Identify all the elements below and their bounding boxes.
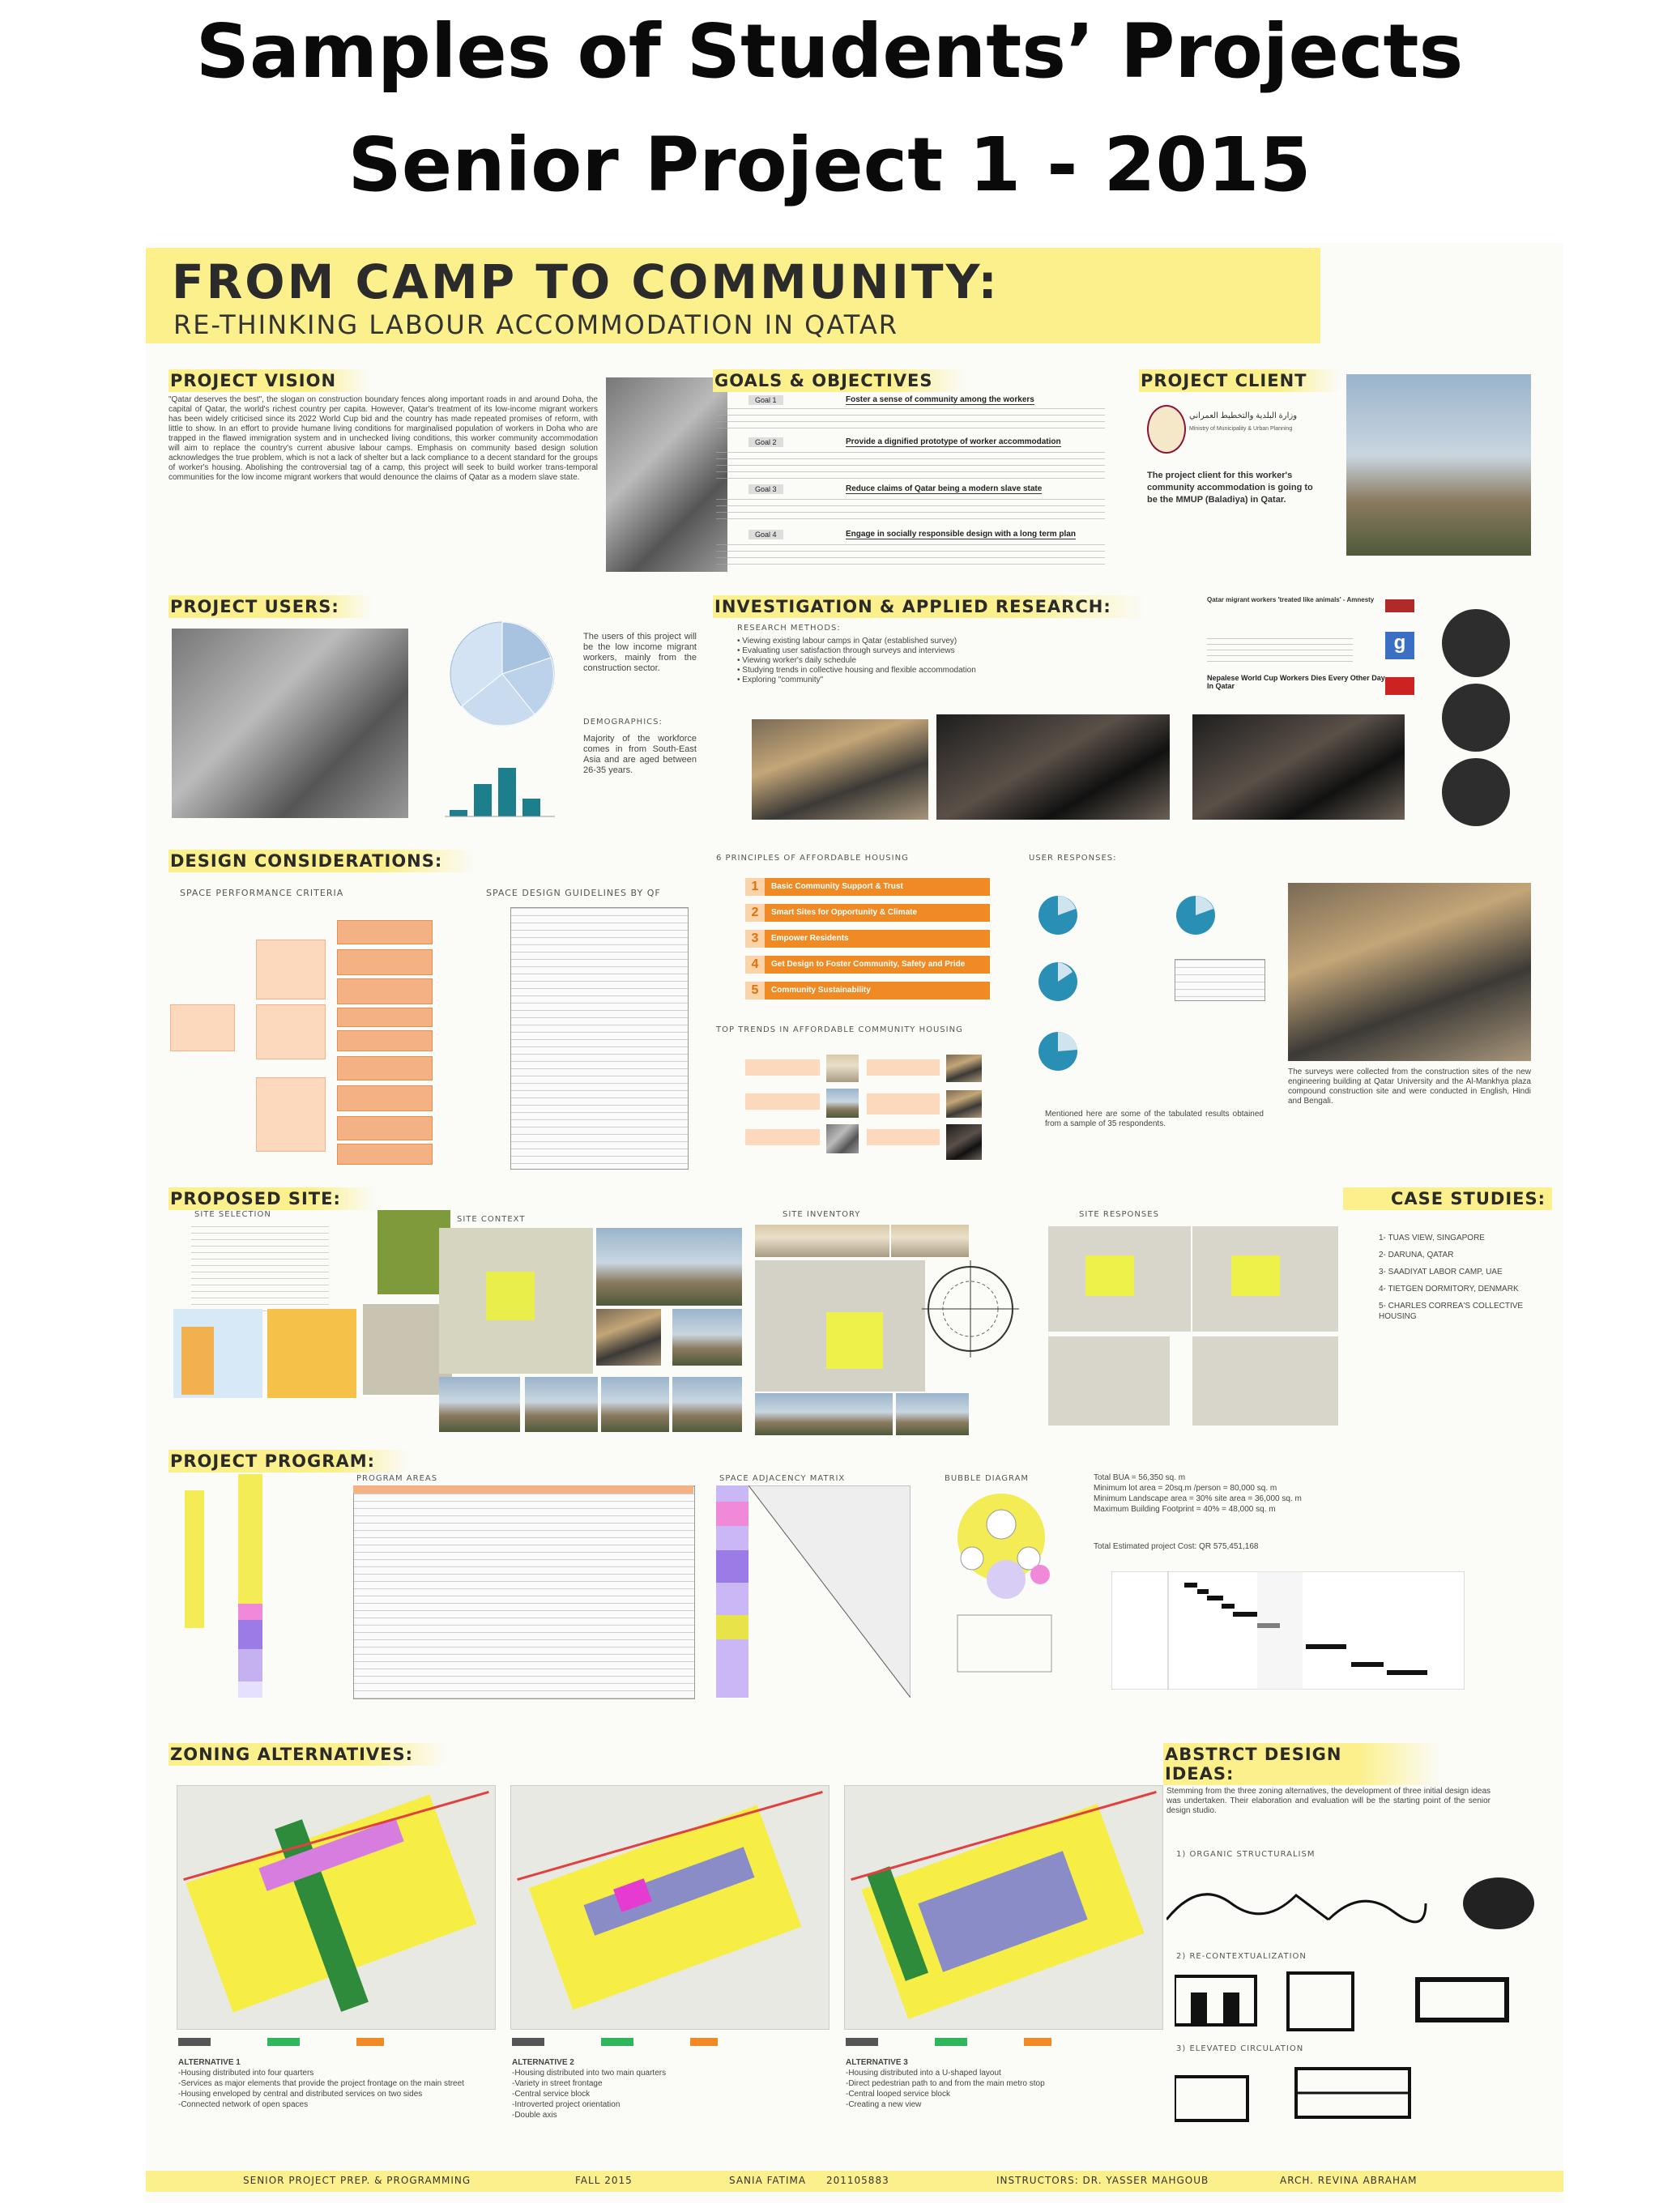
site-selection-notes bbox=[191, 1226, 329, 1315]
goal-detail-lines bbox=[716, 499, 1105, 523]
criteria-label: SPACE PERFORMANCE CRITERIA bbox=[180, 888, 344, 898]
zoning-alt2-notes bbox=[512, 2057, 820, 2120]
abstract-idea-label: 3) ELEVATED CIRCULATION bbox=[1176, 2044, 1304, 2053]
research-bubble bbox=[1442, 684, 1510, 752]
zoning-alt1-notes bbox=[178, 2057, 486, 2110]
goal-tag: Goal 3 bbox=[748, 484, 783, 494]
program-bar bbox=[238, 1474, 262, 1604]
principles-label: 6 PRINCIPLES OF AFFORDABLE HOUSING bbox=[716, 854, 909, 863]
site-inventory-label: SITE INVENTORY bbox=[783, 1210, 861, 1219]
zoning-note: -Central looped service block bbox=[846, 2090, 950, 2099]
site-context-photo bbox=[596, 1309, 661, 1366]
users-text: The users of this project will be the low income migrant workers, mainly from the construction sector. bbox=[583, 632, 697, 673]
principle-item: 5 Community Sustainability bbox=[745, 982, 990, 999]
program-gantt-chart bbox=[1111, 1571, 1465, 1690]
zoning-plan-alt3 bbox=[844, 1785, 1163, 2030]
criteria-leaf bbox=[337, 1056, 433, 1080]
trend-tag bbox=[745, 1059, 820, 1076]
site-response-plot bbox=[1231, 1255, 1280, 1296]
goal-text: Foster a sense of community among the workers bbox=[846, 395, 1034, 404]
criteria-box bbox=[256, 1004, 326, 1059]
news-headline: Nepalese World Cup Workers Dies Every Other Day In Qatar bbox=[1207, 674, 1385, 690]
trend-photo bbox=[826, 1089, 859, 1118]
responses-table bbox=[1175, 959, 1265, 1001]
program-stat: Maximum Building Footprint = 40% = 48,000 sq. m bbox=[1094, 1505, 1276, 1514]
program-stat: Minimum lot area = 20sq.m /person = 80,000 sq. m bbox=[1094, 1484, 1277, 1493]
program-bar-small bbox=[185, 1490, 204, 1628]
zoning-note: -Housing distributed into two main quarters bbox=[512, 2069, 667, 2078]
case-studies-list bbox=[1379, 1233, 1525, 1322]
principle-number: 1 bbox=[745, 878, 765, 896]
zoning-alt-title: ALTERNATIVE 2 bbox=[512, 2058, 574, 2067]
program-table-header bbox=[353, 1485, 693, 1494]
criteria-leaf bbox=[337, 1085, 433, 1111]
zoning-note: -Housing enveloped by central and distributed services on two sides bbox=[178, 2090, 423, 2099]
site-context-photo bbox=[601, 1377, 669, 1432]
client-photo-workers bbox=[1346, 374, 1531, 556]
site-inventory-photo bbox=[891, 1225, 969, 1257]
survey-text: The surveys were collected from the construction sites of the new engineering building at Qatar University and the Al-Mankhya plaza compound construction site and were conducted in English, Hindi and Bengali. bbox=[1288, 1068, 1531, 1106]
footer-term: FALL 2015 bbox=[575, 2175, 633, 2186]
zoning-note: -Double axis bbox=[512, 2111, 557, 2120]
responses-pie-charts bbox=[1037, 891, 1158, 1102]
section-case-studies: CASE STUDIES: bbox=[1343, 1187, 1552, 1210]
program-areas-label: PROGRAM AREAS bbox=[356, 1474, 438, 1483]
zoning-alt3-notes bbox=[846, 2057, 1154, 2110]
news-snippet bbox=[1207, 638, 1353, 663]
abstract-idea-label: 2) RE-CONTEXTUALIZATION bbox=[1176, 1952, 1307, 1961]
program-stats bbox=[1094, 1473, 1434, 1515]
site-context-photo bbox=[596, 1228, 742, 1306]
footer-course: SENIOR PROJECT PREP. & PROGRAMMING bbox=[243, 2175, 471, 2186]
case-study-item: 4- TIETGEN DORMITORY, DENMARK bbox=[1379, 1285, 1519, 1294]
legend-service-access bbox=[1024, 2038, 1051, 2046]
research-photo-room bbox=[1192, 714, 1405, 820]
program-stat: Total BUA = 56,350 sq. m bbox=[1094, 1473, 1186, 1482]
trend-photo bbox=[946, 1090, 982, 1118]
case-study-item: 2- DARUNA, QATAR bbox=[1379, 1251, 1454, 1259]
trends-label: TOP TRENDS IN AFFORDABLE COMMUNITY HOUSING bbox=[716, 1025, 963, 1034]
site-context-photo bbox=[672, 1309, 742, 1366]
poster-subtitle: RE-THINKING LABOUR ACCOMMODATION IN QATAR bbox=[173, 309, 898, 340]
zoning-note: -Housing distributed into four quarters bbox=[178, 2069, 314, 2078]
zoning-note: -Central service block bbox=[512, 2090, 591, 2099]
principle-number: 3 bbox=[745, 930, 765, 948]
abstract-sketch-organic bbox=[1166, 1871, 1539, 1936]
zoning-note: -Direct pedestrian path to and from the main metro stop bbox=[846, 2079, 1045, 2088]
trend-tag bbox=[867, 1093, 940, 1115]
trend-photo bbox=[946, 1124, 982, 1160]
criteria-leaf bbox=[337, 949, 433, 975]
section-project-client: PROJECT CLIENT bbox=[1139, 369, 1339, 392]
users-bar-chart bbox=[441, 745, 563, 820]
research-method-item: • Exploring "community" bbox=[737, 676, 824, 684]
site-context-label: SITE CONTEXT bbox=[457, 1215, 526, 1224]
demographics-text: Majority of the workforce comes in from South-East Asia and are aged between 26-35 years. bbox=[583, 734, 697, 775]
program-bar bbox=[238, 1649, 262, 1681]
section-zoning-alternatives: ZONING ALTERNATIVES: bbox=[168, 1743, 446, 1766]
site-inventory-plot bbox=[826, 1312, 883, 1369]
section-project-program: PROJECT PROGRAM: bbox=[168, 1450, 407, 1473]
zoning-note: -Introverted project orientation bbox=[512, 2100, 621, 2109]
goal-tag: Goal 1 bbox=[748, 395, 783, 405]
trend-photo bbox=[826, 1055, 859, 1082]
legend-pedestrian bbox=[846, 2038, 878, 2046]
poster-banner bbox=[146, 248, 1320, 343]
principle-number: 4 bbox=[745, 956, 765, 974]
goal-tag: Goal 2 bbox=[748, 437, 783, 447]
client-logo-english: Ministry of Municipality & Urban Planning bbox=[1189, 426, 1293, 432]
abstract-sketch-elevated bbox=[1175, 2061, 1418, 2125]
abstract-intro: Stemming from the three zoning alternatives, the development of three initial design ideas was undertaken. Their elaboration and evaluation will be the starting point of the senior design studio. bbox=[1166, 1787, 1491, 1815]
section-proposed-site: PROPOSED SITE: bbox=[168, 1187, 373, 1210]
research-method-item: • Studying trends in collective housing and flexible accommodation bbox=[737, 666, 976, 675]
client-text: The project client for this worker's community accommodation is going to be the MMUP (Baladiya) in Qatar. bbox=[1147, 471, 1313, 505]
guidelines-table bbox=[510, 907, 689, 1170]
zoning-note: -Connected network of open spaces bbox=[178, 2100, 309, 2109]
trend-photo bbox=[946, 1055, 982, 1082]
site-inventory-photo bbox=[896, 1393, 969, 1435]
site-response-map bbox=[1048, 1336, 1170, 1426]
case-study-item: 1- TUAS VIEW, SINGAPORE bbox=[1379, 1234, 1485, 1242]
program-cost: Total Estimated project Cost: QR 575,451,168 bbox=[1094, 1542, 1259, 1551]
trend-tag bbox=[745, 1093, 820, 1110]
news-logo-red bbox=[1385, 677, 1414, 695]
goal-text: Reduce claims of Qatar being a modern slave state bbox=[846, 484, 1043, 493]
slide-title-line1: Samples of Students’ Projects bbox=[195, 8, 1464, 95]
responses-pie-chart bbox=[1175, 891, 1223, 940]
principle-item: 2 Smart Sites for Opportunity & Climate bbox=[745, 904, 990, 922]
principle-item: 1 Basic Community Support & Trust bbox=[745, 878, 990, 896]
adjacency-matrix bbox=[716, 1485, 911, 1698]
footer-id: 201105883 bbox=[826, 2175, 889, 2186]
adjacency-matrix-label: SPACE ADJACENCY MATRIX bbox=[719, 1474, 846, 1483]
principle-number: 2 bbox=[745, 904, 765, 922]
demographics-label: DEMOGRAPHICS: bbox=[583, 718, 663, 727]
criteria-root-box bbox=[170, 1004, 235, 1051]
section-investigation: INVESTIGATION & APPLIED RESEARCH: bbox=[713, 595, 1144, 618]
goal-detail-lines bbox=[716, 544, 1105, 569]
criteria-box bbox=[256, 940, 326, 999]
legend-pedestrian bbox=[178, 2038, 211, 2046]
abstract-sketch-recontext bbox=[1175, 1968, 1531, 2033]
poster-footer bbox=[146, 2171, 1563, 2192]
site-response-map bbox=[1192, 1336, 1338, 1426]
zoning-note: -Creating a new view bbox=[846, 2100, 922, 2109]
client-logo-arabic: وزارة البلدية والتخطيط العمراني bbox=[1189, 411, 1298, 420]
zoning-plan-alt1 bbox=[177, 1785, 496, 2030]
vision-text: "Qatar deserves the best", the slogan on construction boundary fences along important roads in and around Doha, the capital of Qatar, the world's richest country per capita. However, Qatar's treatment of its low-income migrant workers has been widely criticised since its 2022 World Cup bid and the country has made repeated promises of reform, with little to show. In an effort to provide humane living conditions for marginalised population of workers in Doha who are trapped in the flawed immigration system and in unchecked living conditions, this worker community accommodation will aim to replace the country's current abusive labour camps. Emphasis on community based design solution acknowledges the true problem, which is not a lack of shelter but a lack compliance to a decent standard for the groups of worker's housing. Abolishing the controversial tag of a camp, this project will seek to build worker trans-temporal communities for the low income migrant workers that would denounce the claims of Qatar as a modern slave state. bbox=[168, 395, 598, 482]
trend-tag bbox=[867, 1129, 940, 1145]
trend-tag bbox=[745, 1129, 820, 1145]
survey-photo bbox=[1288, 883, 1531, 1061]
footer-instructors: INSTRUCTORS: DR. YASSER MAHGOUB bbox=[996, 2175, 1209, 2186]
vision-photo bbox=[606, 377, 727, 572]
goal-detail-lines bbox=[716, 408, 1105, 433]
trend-tag bbox=[867, 1059, 940, 1076]
criteria-leaf bbox=[337, 1030, 433, 1051]
criteria-box bbox=[256, 1077, 326, 1152]
bubble-diagram-label: BUBBLE DIAGRAM bbox=[945, 1474, 1030, 1483]
goal-text: Provide a dignified prototype of worker accommodation bbox=[846, 437, 1061, 446]
legend-service-access bbox=[690, 2038, 718, 2046]
slide-title-line2: Senior Project 1 - 2015 bbox=[348, 121, 1311, 208]
criteria-leaf bbox=[337, 1144, 433, 1165]
client-logo bbox=[1147, 405, 1186, 454]
footer-arch: ARCH. REVINA ABRAHAM bbox=[1280, 2175, 1418, 2186]
zoning-note: -Variety in street frontage bbox=[512, 2079, 603, 2088]
goal-text: Engage in socially responsible design with a long term plan bbox=[846, 530, 1076, 539]
program-bar bbox=[238, 1620, 262, 1649]
trend-photo bbox=[826, 1124, 859, 1153]
legend-pedestrian bbox=[512, 2038, 544, 2046]
principle-item: 3 Empower Residents bbox=[745, 930, 990, 948]
responses-label: USER RESPONSES: bbox=[1029, 854, 1117, 863]
site-context-photo bbox=[525, 1377, 598, 1432]
goals-list bbox=[716, 395, 1105, 573]
case-study-item: 3- SAADIYAT LABOR CAMP, UAE bbox=[1379, 1268, 1503, 1276]
goal-tag: Goal 4 bbox=[748, 530, 783, 539]
criteria-leaf bbox=[337, 978, 433, 1004]
news-logo-red bbox=[1385, 599, 1414, 612]
site-inventory-photo bbox=[755, 1393, 893, 1435]
news-logo-blue: g bbox=[1385, 632, 1414, 659]
zoning-plan-alt2 bbox=[510, 1785, 830, 2030]
section-abstract-design-ideas: ABSTRCT DESIGN IDEAS: bbox=[1163, 1743, 1440, 1785]
bubble-diagram bbox=[945, 1485, 1066, 1680]
section-design-considerations: DESIGN CONSIDERATIONS: bbox=[168, 850, 475, 872]
zoning-note: -Services as major elements that provide the project frontage on the main street bbox=[178, 2079, 464, 2088]
section-goals: GOALS & OBJECTIVES bbox=[713, 369, 966, 392]
research-methods-list bbox=[737, 637, 1142, 685]
program-bar bbox=[238, 1681, 262, 1698]
research-label: RESEARCH METHODS: bbox=[737, 624, 841, 633]
legend-service-access bbox=[356, 2038, 384, 2046]
research-bubble bbox=[1442, 609, 1510, 677]
legend-open-space bbox=[601, 2038, 633, 2046]
section-project-vision: PROJECT VISION bbox=[168, 369, 369, 392]
program-stat: Minimum Landscape area = 30% site area = 36,000 sq. m bbox=[1094, 1494, 1302, 1503]
criteria-leaf bbox=[337, 1116, 433, 1140]
criteria-leaf bbox=[337, 920, 433, 944]
site-selection-label: SITE SELECTION bbox=[194, 1210, 271, 1219]
users-photo bbox=[172, 629, 408, 818]
site-response-plot bbox=[1085, 1255, 1134, 1296]
guidelines-label: SPACE DESIGN GUIDELINES BY QF bbox=[486, 888, 661, 898]
poster bbox=[146, 243, 1563, 2203]
site-context-photo bbox=[672, 1377, 742, 1432]
section-project-users: PROJECT USERS: bbox=[168, 595, 372, 618]
principle-number: 5 bbox=[745, 982, 765, 999]
goal-detail-lines bbox=[716, 452, 1105, 479]
footer-student: SANIA FATIMA bbox=[729, 2175, 807, 2186]
users-pie-chart bbox=[446, 617, 559, 731]
abstract-idea-label: 1) ORGANIC STRUCTURALISM bbox=[1176, 1850, 1316, 1859]
site-inventory-photo bbox=[755, 1225, 889, 1257]
poster-title: FROM CAMP TO COMMUNITY: bbox=[172, 254, 1000, 309]
site-map-doha bbox=[267, 1309, 356, 1398]
zoning-alt-title: ALTERNATIVE 3 bbox=[846, 2058, 908, 2067]
research-method-item: • Evaluating user satisfaction through surveys and interviews bbox=[737, 646, 955, 655]
research-photo-camp bbox=[752, 719, 928, 820]
site-map-qatar-region bbox=[181, 1327, 214, 1395]
case-study-item: 5- CHARLES CORREA'S COLLECTIVE HOUSING bbox=[1379, 1302, 1524, 1321]
news-headline: Qatar migrant workers 'treated like animals' - Amnesty bbox=[1207, 596, 1375, 603]
research-method-item: • Viewing existing labour camps in Qatar (established survey) bbox=[737, 637, 957, 646]
principle-item: 4 Get Design to Foster Community, Safety and Pride bbox=[745, 956, 990, 974]
research-photo-market bbox=[936, 714, 1170, 820]
research-method-item: • Viewing worker's daily schedule bbox=[737, 656, 856, 665]
criteria-leaf bbox=[337, 1008, 433, 1027]
site-responses-label: SITE RESPONSES bbox=[1079, 1210, 1159, 1219]
research-bubble bbox=[1442, 758, 1510, 826]
site-context-highlight bbox=[486, 1272, 535, 1320]
zoning-note: -Housing distributed into a U-shaped layout bbox=[846, 2069, 1001, 2078]
program-bar bbox=[238, 1604, 262, 1620]
site-context-photo bbox=[439, 1377, 520, 1432]
legend-open-space bbox=[935, 2038, 967, 2046]
responses-text: Mentioned here are some of the tabulated results obtained from a sample of 35 respondents. bbox=[1045, 1110, 1264, 1128]
zoning-alt-title: ALTERNATIVE 1 bbox=[178, 2058, 241, 2067]
program-areas-table bbox=[353, 1485, 695, 1699]
legend-open-space bbox=[267, 2038, 300, 2046]
site-sun-path-diagram bbox=[922, 1260, 1019, 1357]
